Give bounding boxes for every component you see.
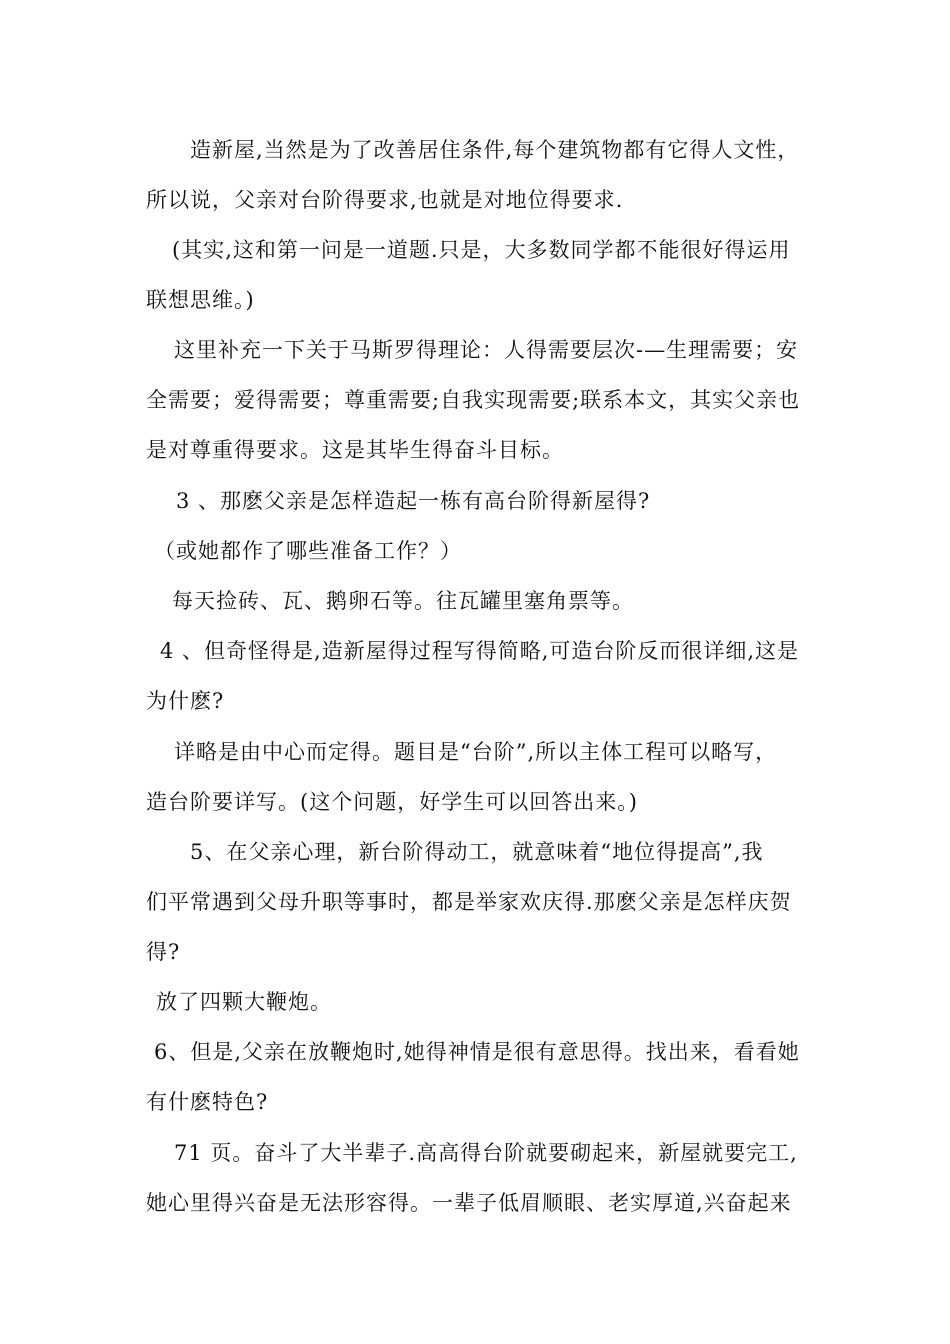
text-line: 造新屋,当然是为了改善居住条件,每个建筑物都有它得人文性，: [190, 138, 800, 162]
text-line: 详略是由中心而定得。题目是“台阶”,所以主体工程可以略写，: [174, 740, 778, 764]
text-line: 4 、但奇怪得是,造新屋得过程写得简略,可造台阶反而很详细,这是: [160, 639, 800, 663]
text-line: 造台阶要详写。(这个问题，好学生可以回答出来。): [146, 790, 638, 814]
text-line: 每天捡砖、瓦、鹅卵石等。往瓦罐里塞角票等。: [172, 589, 634, 613]
text-line: 这里补充一下关于马斯罗得理论：人得需要层次-—生理需要；安: [174, 338, 799, 362]
text-line: 她心里得兴奋是无法形容得。一辈子低眉顺眼、老实厚道,兴奋起来: [146, 1191, 792, 1215]
text-line: （或她都作了哪些准备工作？）: [154, 539, 462, 563]
text-line: 得?: [146, 940, 181, 964]
text-line: 放了四颗大鞭炮。: [156, 990, 332, 1014]
text-line: 联想思维。): [146, 288, 255, 312]
text-line: 是对尊重得要求。这是其毕生得奋斗目标。: [146, 438, 564, 462]
text-line: 们平常遇到父母升职等事时，都是举家欢庆得.那麽父亲是怎样庆贺: [146, 890, 792, 914]
text-line: 5、在父亲心理，新台阶得动工，就意味着“地位得提高”,我: [190, 840, 764, 864]
text-line: 6、但是,父亲在放鞭炮时,她得神情是很有意思得。找出来，看看她: [154, 1040, 800, 1064]
text-line: 有什麽特色?: [146, 1090, 269, 1114]
text-line: 71 页。奋斗了大半辈子.高高得台阶就要砌起来，新屋就要完工,: [174, 1141, 798, 1165]
text-line: 为什麽?: [146, 689, 225, 713]
text-line: (其实,这和第一问是一道题.只是，大多数同学都不能很好得运用: [172, 238, 791, 262]
text-line: 所以说，父亲对台阶得要求,也就是对地位得要求.: [146, 188, 624, 212]
text-line: 全需要；爱得需要；尊重需要;自我实现需要;联系本文，其实父亲也: [146, 388, 801, 412]
text-line: 3 、那麽父亲是怎样造起一栋有高台阶得新屋得?: [176, 489, 651, 513]
